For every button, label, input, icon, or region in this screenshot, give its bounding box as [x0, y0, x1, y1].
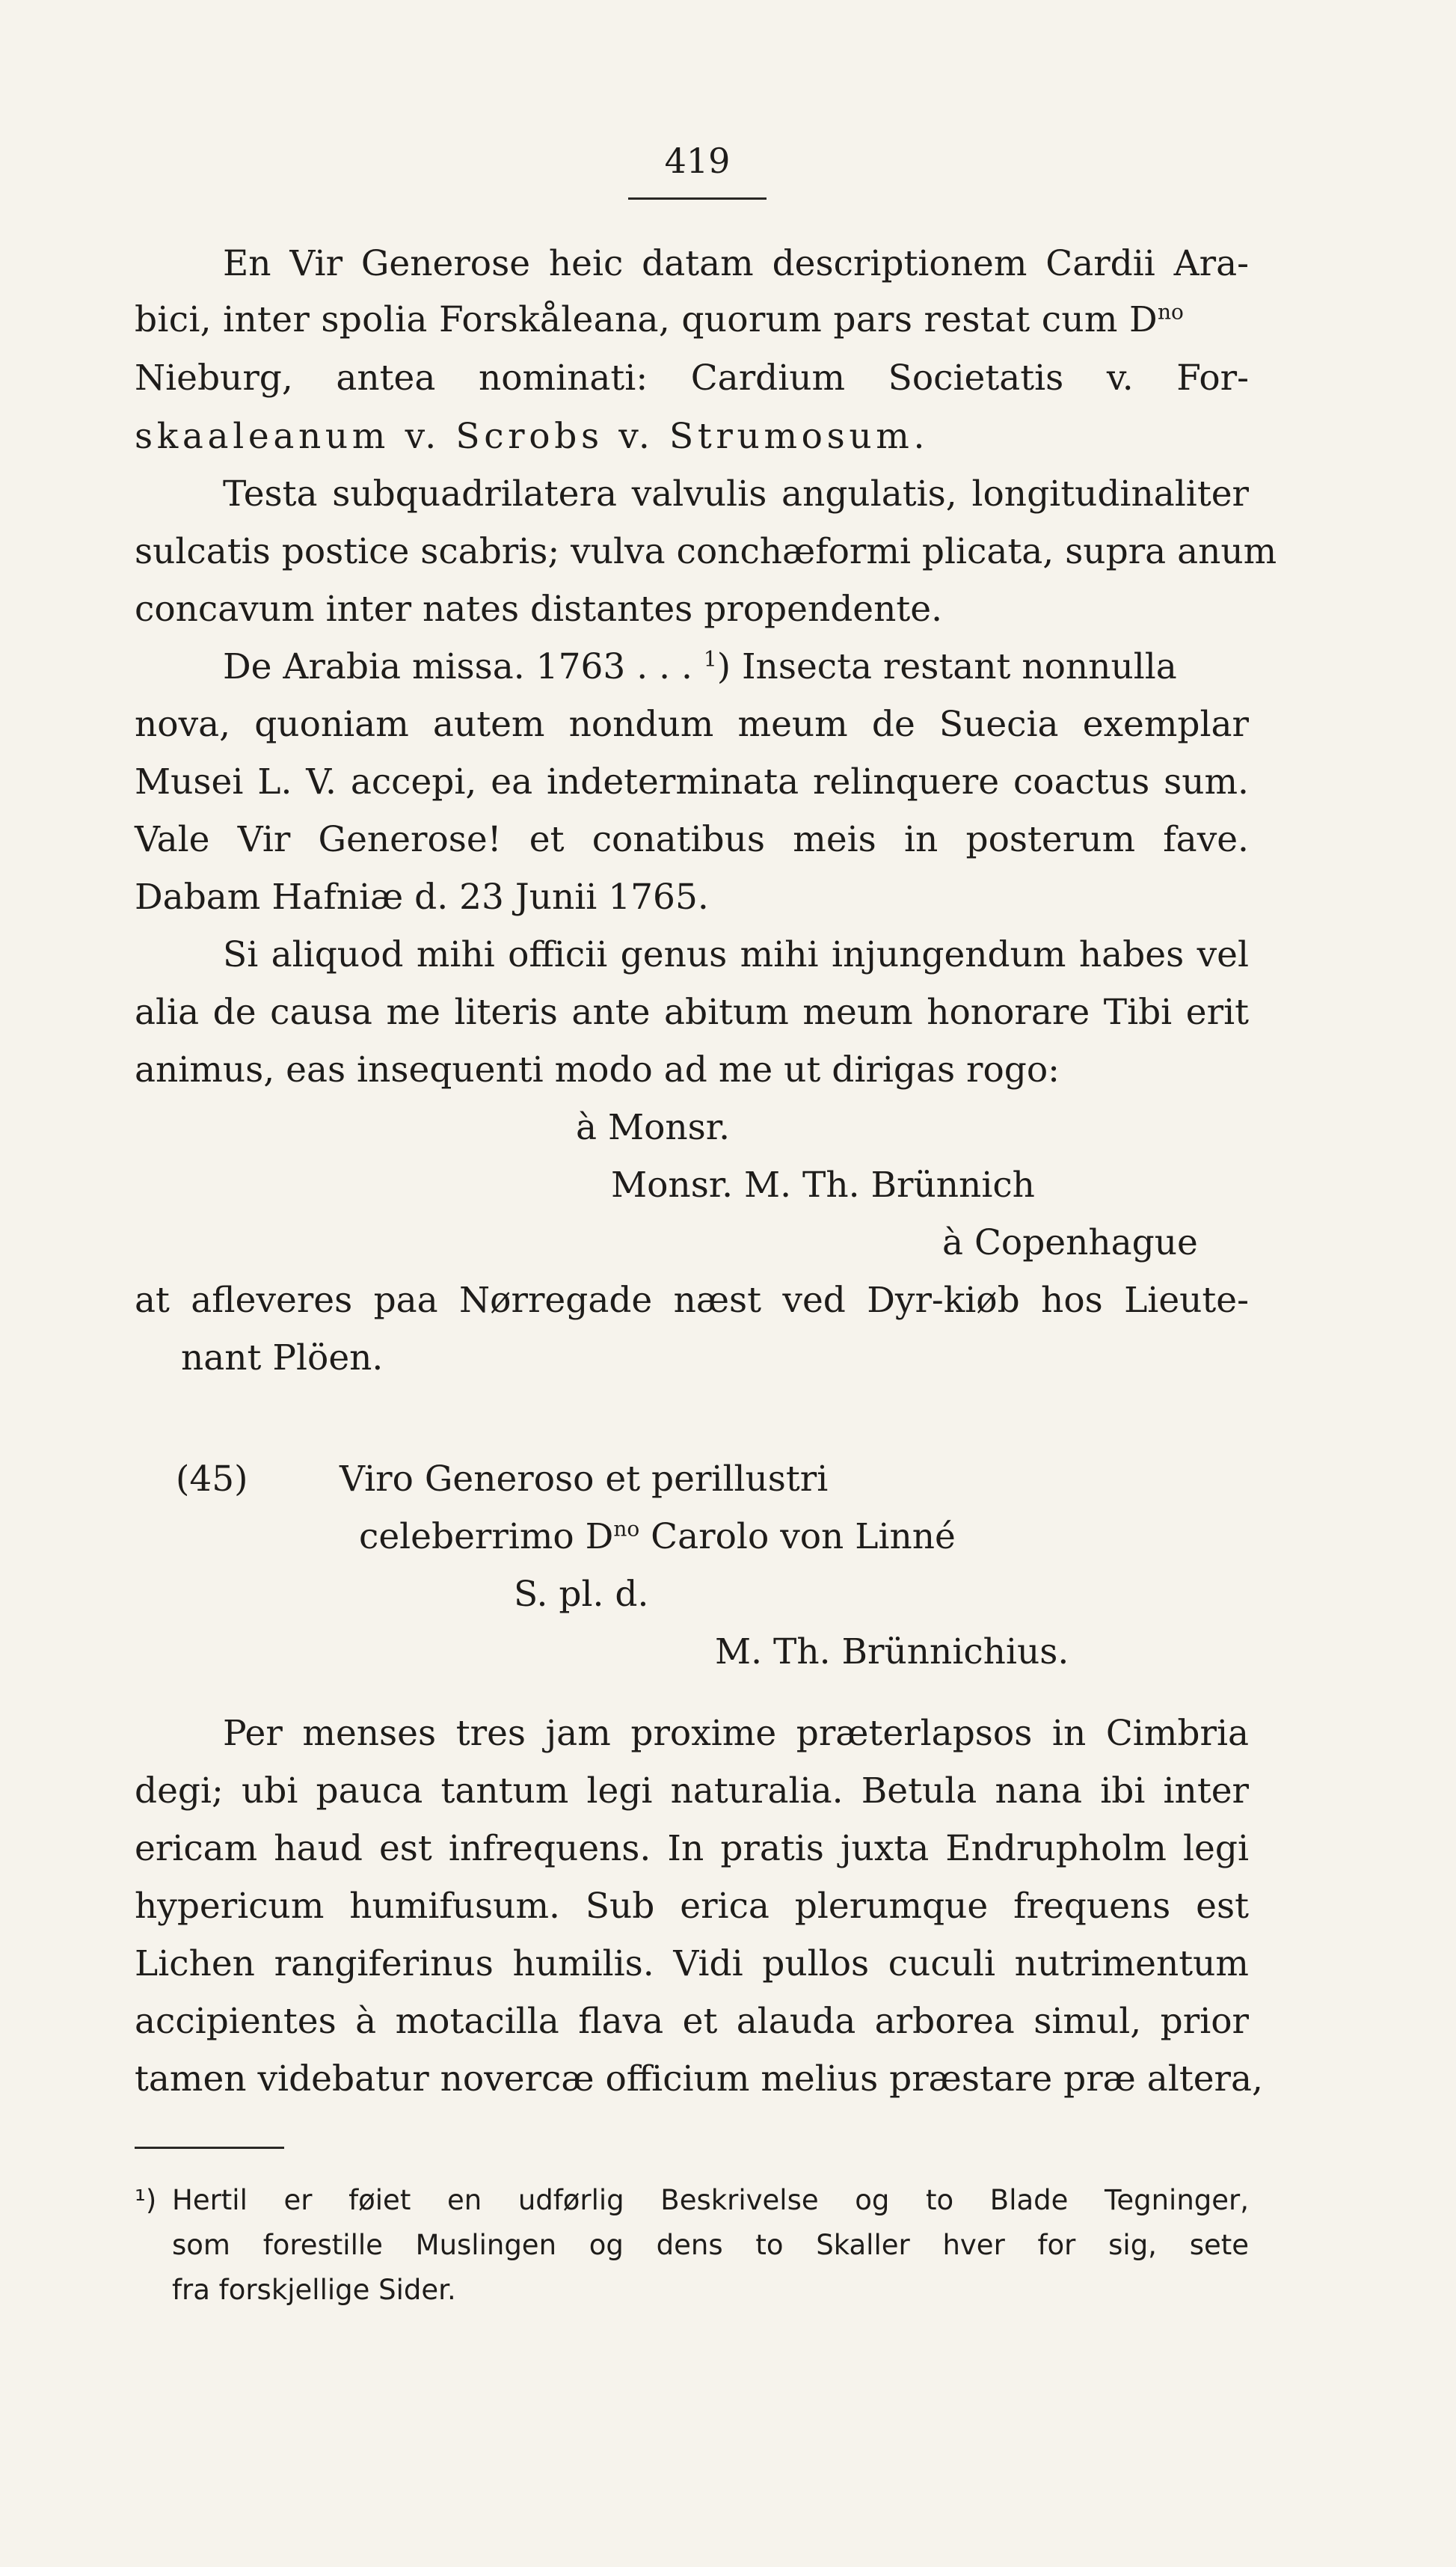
salutation-line: [359, 1516, 956, 1557]
text-line: accipientes à motacilla flava et alauda arborea simul, prior: [135, 2001, 1249, 2042]
text-line: [135, 299, 1249, 340]
footnote-line: Hertil er føiet en udførlig Beskrivelse og to Blade Tegninger,: [172, 2184, 1249, 2216]
text-segment: De Arabia missa. 1763 . . .: [223, 646, 704, 687]
superscript: no: [1158, 299, 1184, 325]
text-line: concavum inter nates distantes propendente.: [135, 589, 943, 630]
letter-number: (45): [176, 1459, 248, 1500]
text-line: tamen videbatur novercæ officium melius præstare præ altera,: [135, 2058, 1263, 2100]
text-segment: celeberrimo D: [359, 1516, 614, 1557]
text-line: nant Plöen.: [181, 1337, 384, 1378]
text-line: hypericum humifusum. Sub erica plerumque frequens est: [135, 1886, 1249, 1927]
footnote-marker: 1: [703, 646, 717, 672]
text-segment: ) Insecta restant nonnulla: [716, 646, 1177, 687]
text-segment: Nieburg, antea nominati: Cardium Societatis v. For-: [135, 358, 1249, 399]
text-line: Lichen rangiferinus humilis. Vidi pullos cuculi nutrimentum: [135, 1943, 1249, 1984]
text-line: nova, quoniam autem nondum meum de Suecia exemplar: [135, 704, 1249, 745]
text-line: alia de causa me literis ante abitum meum honorare Tibi erit: [135, 992, 1249, 1033]
superscript: no: [613, 1516, 640, 1542]
address-line: à Copenhague: [942, 1222, 1198, 1263]
text-line: Per menses tres jam proxime præterlapsos in Cimbria: [223, 1713, 1249, 1754]
footnote-line: fra forskjellige Sider.: [172, 2274, 456, 2306]
footnote-line: som forestille Muslingen og dens to Skaller hver for sig, sete: [172, 2229, 1249, 2261]
text-line: animus, eas insequenti modo ad me ut dirigas rogo:: [135, 1049, 1060, 1091]
text-line: [135, 646, 1249, 687]
text-segment: bici, inter spolia Forskåleana, quorum pars restat cum D: [135, 299, 1158, 340]
page-number-rule: [628, 197, 767, 200]
text-line: skaaleanum v. Scrobs v. Strumosum.: [135, 416, 930, 457]
text-line: at afleveres paa Nørregade næst ved Dyr-kiøb hos Lieute-: [135, 1280, 1249, 1321]
signature-line: M. Th. Brünnichius.: [715, 1631, 1069, 1672]
text-line: Dabam Hafniæ d. 23 Junii 1765.: [135, 877, 709, 918]
text-line: degi; ubi pauca tantum legi naturalia. Betula nana ibi inter: [135, 1770, 1249, 1812]
address-line: à Monsr.: [576, 1107, 731, 1148]
text-line: Vale Vir Generose! et conatibus meis in posterum fave.: [135, 819, 1249, 860]
text-line: En Vir Generose heic datam descriptionem Cardii Ara-: [223, 243, 1249, 284]
address-line: Monsr. M. Th. Brünnich: [611, 1165, 1035, 1206]
text-line: Musei L. V. accepi, ea indeterminata relinquere coactus sum.: [135, 761, 1249, 803]
text-segment: Carolo von Linné: [639, 1516, 956, 1557]
salutation-line: S. pl. d.: [514, 1574, 649, 1615]
footnote-marker: ¹): [135, 2184, 157, 2216]
salutation-line: Viro Generoso et perillustri: [340, 1459, 829, 1500]
text-line: sulcatis postice scabris; vulva conchæformi plicata, supra anum: [135, 531, 1277, 572]
text-line: Testa subquadrilatera valvulis angulatis, longitudinaliter: [223, 473, 1249, 515]
text-line: Si aliquod mihi officii genus mihi injungendum habes vel: [223, 934, 1249, 975]
text-line: [135, 358, 1249, 399]
text-line: ericam haud est infrequens. In pratis juxta Endrupholm legi: [135, 1828, 1249, 1869]
page-number: 419: [664, 141, 731, 181]
footnote-rule: [135, 2147, 284, 2149]
